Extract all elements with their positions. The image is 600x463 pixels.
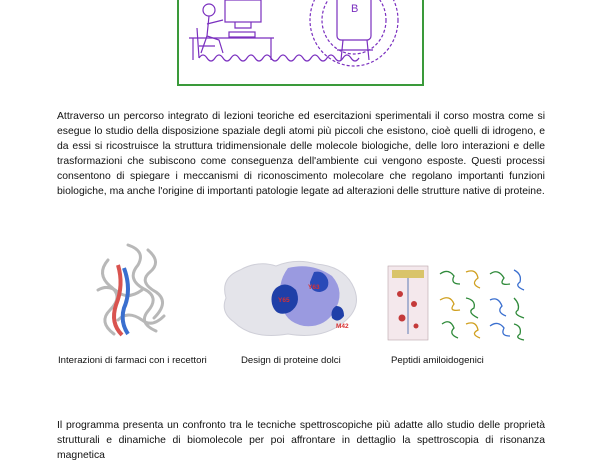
cartoon-label: B	[351, 3, 359, 15]
residue-label-y65: Y65	[278, 297, 290, 304]
figure-caption-sweet-proteins: Design di proteine dolci	[241, 355, 341, 366]
figure-caption-drug-receptor: Interazioni di farmaci con i recettori	[58, 355, 207, 366]
scientist-cartoon-illustration	[179, 0, 426, 86]
amyloid-peptides-figure	[386, 264, 536, 349]
residue-label-y63: Y63	[308, 284, 320, 291]
intro-paragraph: Attraverso un percorso integrato di lezioni teoriche ed esercitazioni sperimentali il corso mostra come si esegue lo studio della disposizione spaziale degli atomi più piccoli che esistono, cioè quelli di idrogeno, e da essi si ricostruisce la struttura tridimensionale delle molecole biologiche, delle loro interazioni e delle trasformazioni che subiscono come conseguenza dell'ambiente cui vengono esposte. Questi processi consentono di spiegare i meccanismi di riconoscimento molecolare che regolano importanti funzioni biologiche, ma anche l'origine di importanti patologie legate ad alterazioni delle strutture native di proteine.	[57, 111, 545, 197]
figure-caption-amyloid-peptides: Peptidi amiloidogenici	[391, 355, 484, 366]
program-paragraph: Il programma presenta un confronto tra le tecniche spettroscopiche più adatte allo studio delle proprietà strutturali e dinamiche di biomolecole per poi affrontare in dettaglio la spettroscopia di risonanza magnetica	[57, 420, 545, 461]
cartoon-frame	[177, 0, 424, 86]
protein-surface-figure	[218, 258, 368, 348]
protein-ribbon-figure	[88, 240, 178, 350]
residue-label-m42: M42	[336, 323, 349, 330]
